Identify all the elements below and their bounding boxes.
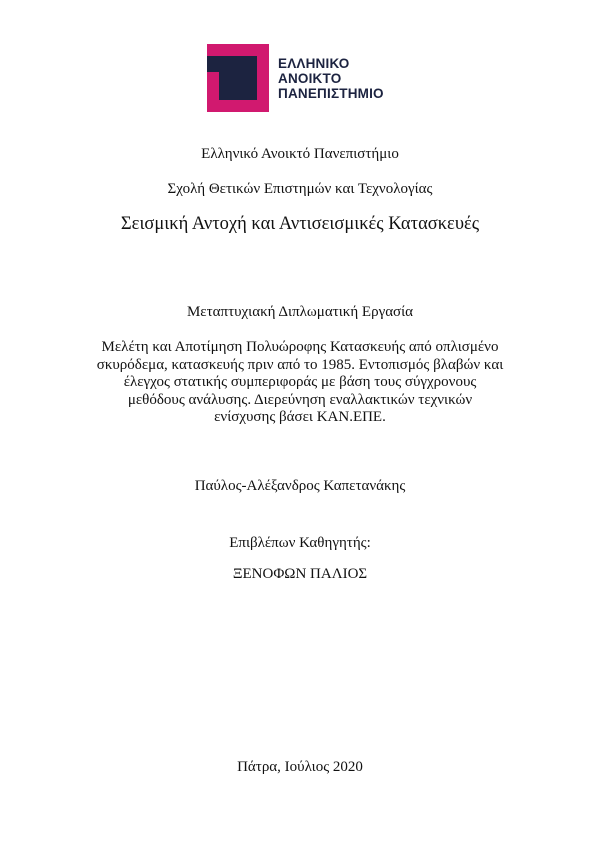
logo-wordmark [278, 56, 384, 101]
logo-line-2: ΑΝΟΙΚΤΟ [278, 71, 342, 86]
thesis-title-line: σκυρόδεμα, κατασκευής πριν από το 1985. Εντοπισμός βλαβών και [96, 356, 504, 373]
university-name: Ελληνικό Ανοικτό Πανεπιστήμιο [201, 146, 399, 162]
thesis-title-line: έλεγχος στατικής συμπεριφοράς με βάση τους σύγχρονους [123, 374, 477, 390]
logo-line-3: ΠΑΝΕΠΙΣΤΗΜΙΟ [278, 86, 384, 101]
thesis-title [90, 339, 510, 427]
thesis-title-line: ενίσχυσης βάσει ΚΑΝ.ΕΠΕ. [214, 409, 386, 425]
document-type: Μεταπτυχιακή Διπλωματική Εργασία [186, 304, 414, 320]
supervisor-name: ΞΕΝΟΦΩΝ ΠΑΛΙΟΣ [232, 566, 368, 582]
logo-line-1: ΕΛΛΗΝΙΚΟ [278, 56, 350, 71]
thesis-title-line: Μελέτη και Αποτίμηση Πολυώροφης Κατασκευής από οπλισμένο [101, 339, 499, 355]
author-name: Παύλος-Αλέξανδρος Καπετανάκης [194, 478, 406, 494]
eap-logo-icon [205, 42, 271, 114]
supervisor-label: Επιβλέπων Καθηγητής: [229, 535, 371, 551]
school-name: Σχολή Θετικών Επιστημών και Τεχνολογίας [167, 181, 433, 197]
university-logo [205, 42, 405, 114]
place-date: Πάτρα, Ιούλιος 2020 [237, 759, 363, 775]
program-name: Σεισμική Αντοχή και Αντισεισμικές Κατασκευές [120, 214, 480, 234]
thesis-title-line: μεθόδους ανάλυσης. Διερεύνηση εναλλακτικών τεχνικών [127, 391, 473, 408]
